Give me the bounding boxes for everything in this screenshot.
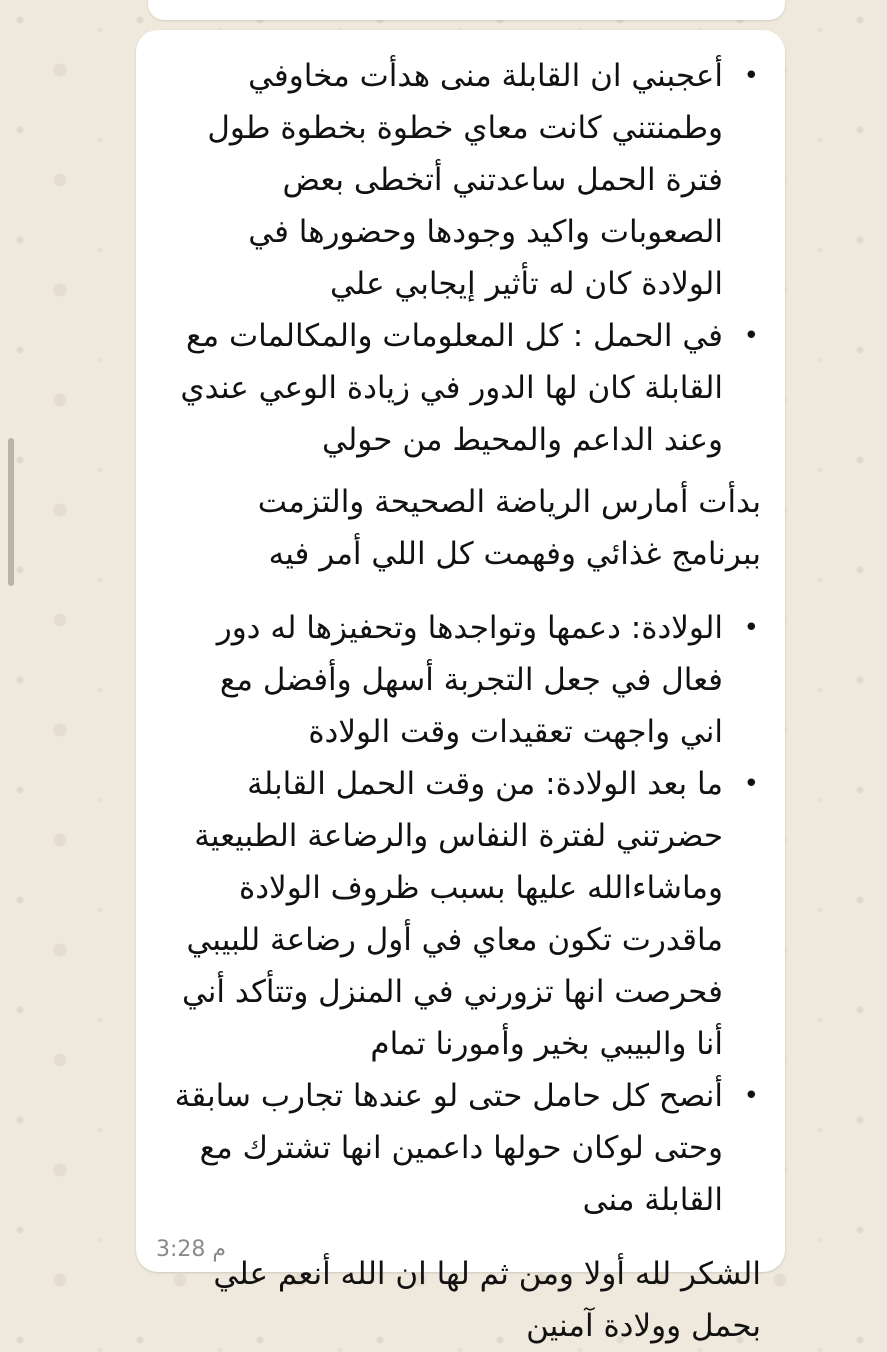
paragraph-thanks: الشكر لله أولا ومن ثم لها ان الله أنعم علي بحمل وولادة آمنين — [213, 1256, 761, 1344]
bullet-dot-icon: • — [743, 613, 759, 643]
bullet-list-first — [171, 50, 761, 466]
message-content — [171, 50, 761, 1352]
paragraph-exercise: بدأت أمارس الرياضة الصحيحة والتزمت ببرنامج غذائي وفهمت كل اللي أمر فيه — [257, 484, 761, 572]
bullet-text-1: أعجبني ان القابلة منى هدأت مخاوفي وطمنتني كانت معاي خطوة بخطوة طول فترة الحمل ساعدتني أتخطى بعض الصعوبات واكيد وجودها وحضورها في الولادة كان له تأثير إيجابي علي — [207, 58, 723, 302]
previous-message-bubble[interactable] — [148, 0, 785, 20]
bullet-dot-icon: • — [743, 61, 759, 91]
bullet-text-2: في الحمل : كل المعلومات والمكالمات مع القابلة كان لها الدور في زيادة الوعي عندي وعند الداعم والمحيط من حولي — [180, 318, 723, 458]
bullet-dot-icon: • — [743, 1081, 759, 1111]
bullet-item-4 — [171, 758, 761, 1070]
bullet-text-3: الولادة: دعمها وتواجدها وتحفيزها له دور فعال في جعل التجربة أسهل وأفضل مع اني واجهت تعقيدات وقت الولادة — [216, 610, 723, 750]
bullet-text-4: ما بعد الولادة: من وقت الحمل القابلة حضرتني لفترة النفاس والرضاعة الطبيعية وماشاءالله عليها بسبب ظروف الولادة ماقدرت تكون معاي في أول رضاعة للبيبي فحرصت انها تزورني في المنزل وتتأكد أني أنا والبيبي بخير وأمورنا تمام — [181, 766, 723, 1062]
bullet-list-second — [171, 602, 761, 1226]
message-time: 3:28 م — [156, 1237, 227, 1262]
spacer — [171, 580, 761, 602]
bullet-item-1 — [171, 50, 761, 310]
spacer — [171, 1226, 761, 1248]
spacer — [171, 466, 761, 476]
message-bubble[interactable] — [136, 30, 785, 1344]
bullet-item-3 — [171, 602, 761, 758]
bullet-item-5 — [171, 1070, 761, 1226]
scroll-indicator[interactable] — [8, 438, 14, 586]
bullet-item-2 — [171, 310, 761, 466]
bullet-dot-icon: • — [743, 321, 759, 351]
bullet-dot-icon: • — [743, 769, 759, 799]
bullet-text-5: أنصح كل حامل حتى لو عندها تجارب سابقة وحتى لوكان حولها داعمين انها تشترك مع القابلة منى — [174, 1078, 723, 1218]
